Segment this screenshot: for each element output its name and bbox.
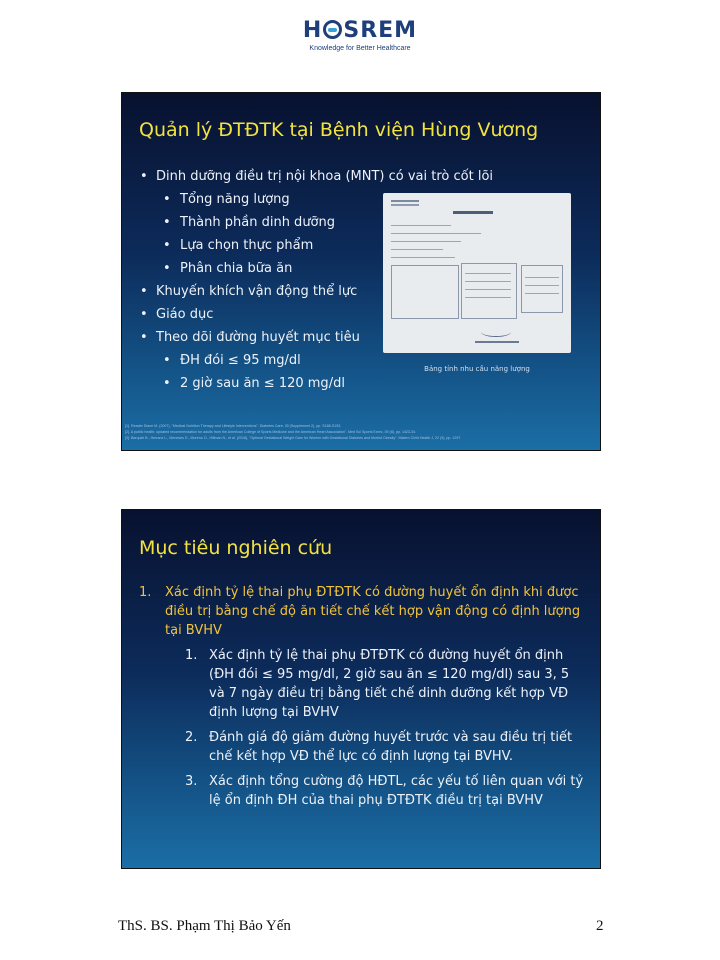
sub-objective-item [165, 728, 584, 766]
logo-text-srem: SREM [343, 18, 418, 43]
slide-research-objectives [121, 509, 601, 869]
sub-objective-number: 3. [185, 774, 198, 789]
slide2-title: Mục tiêu nghiên cứu [139, 537, 333, 559]
reference-item: [2]. A public health: updated recommendation for adults from the American College of Sports Medicine and the American Heart Association". Med Sci Sports Exerc, 39 (8), pp. 1423-34. [125, 430, 417, 434]
references [125, 423, 599, 441]
objective-text: Xác định tỷ lệ thai phụ ĐTĐTK có đường huyết ổn định khi được điều trị bằng chế độ ăn tiết chế kết hợp vận động có định lượng tại BVHV [165, 585, 581, 638]
objective-list [139, 583, 584, 816]
logo-tagline: Knowledge for Better Healthcare [309, 45, 411, 52]
footer-author: ThS. BS. Phạm Thị Bảo Yến [118, 918, 291, 934]
page-number: 2 [596, 918, 604, 934]
logo-wordmark [0, 18, 720, 44]
sub-objective-text: Đánh giá độ giảm đường huyết trước và sau điều trị tiết chế kết hợp VĐ thể lực có định lượng tại BVHV. [209, 730, 573, 764]
globe-icon [323, 20, 342, 39]
bullet-item: • Phân chia bữa ăn [139, 257, 493, 280]
bullet-item: • Tổng năng lượng [139, 188, 493, 211]
sub-objective-number: 1. [185, 648, 198, 663]
bullet-item: • Khuyến khích vận động thể lực [139, 280, 493, 303]
sub-objective-item [165, 772, 584, 810]
bullet-item: • Thành phần dinh dưỡng [139, 211, 493, 234]
bullet-item: • Giáo dục [139, 303, 493, 326]
sub-objective-text: Xác định tỷ lệ thai phụ ĐTĐTK có đường huyết ổn định (ĐH đói ≤ 95 mg/dl, 2 giờ sau ăn ≤ 120 mg/dl) sau 3, 5 và 7 ngày điều trị bằng tiết chế dinh dưỡng kết hợp VĐ định lượng tại BVHV [209, 648, 570, 720]
logo-text-h: H [302, 18, 323, 43]
slide1-title: Quản lý ĐTĐTK tại Bệnh viện Hùng Vương [139, 119, 539, 141]
sub-objective-number: 2. [185, 730, 198, 745]
objective-number: 1. [139, 585, 152, 600]
slide-hung-vuong-management [121, 92, 601, 451]
bullet-item: • ĐH đói ≤ 95 mg/dl [139, 349, 493, 372]
hosrem-logo [0, 18, 720, 52]
sub-objective-text: Xác định tổng cường độ HĐTL, các yếu tố liên quan với tỷ lệ ổn định ĐH của thai phụ ĐTĐTK điều trị tại BVHV [209, 774, 584, 808]
bullet-item: • 2 giờ sau ăn ≤ 120 mg/dl [139, 372, 493, 395]
reference-item: [1]. Reader Diane M. (2007), "Medical Nutrition Therapy and Lifestyle Interventions". Diabetes Care, 30 (Supplement 2), pp. S188-S193. [125, 424, 342, 428]
energy-calculation-form-photo [383, 193, 571, 353]
signature-icon [481, 327, 511, 337]
bullet-item: • Dinh dưỡng điều trị nội khoa (MNT) có vai trò cốt lõi [139, 165, 493, 188]
objective-item [139, 583, 584, 810]
sub-objective-list [165, 646, 584, 810]
reference-item: [3]. Barquiel B., Herranz L., Meneses D., Moreno O., Hillman N., et al. (2018), "Optimal Gestational Weight Gain for Women with Gestational Diabetes and Morbid Obesity". Matern Child Health J, 22 (9), pp. 1297 [125, 436, 461, 440]
bullet-item: • Lựa chọn thực phẩm [139, 234, 493, 257]
image-caption: Bảng tính nhu cầu năng lượng [424, 365, 530, 373]
sub-objective-item [165, 646, 584, 722]
bullet-item: • Theo dõi đường huyết mục tiêu [139, 326, 493, 349]
